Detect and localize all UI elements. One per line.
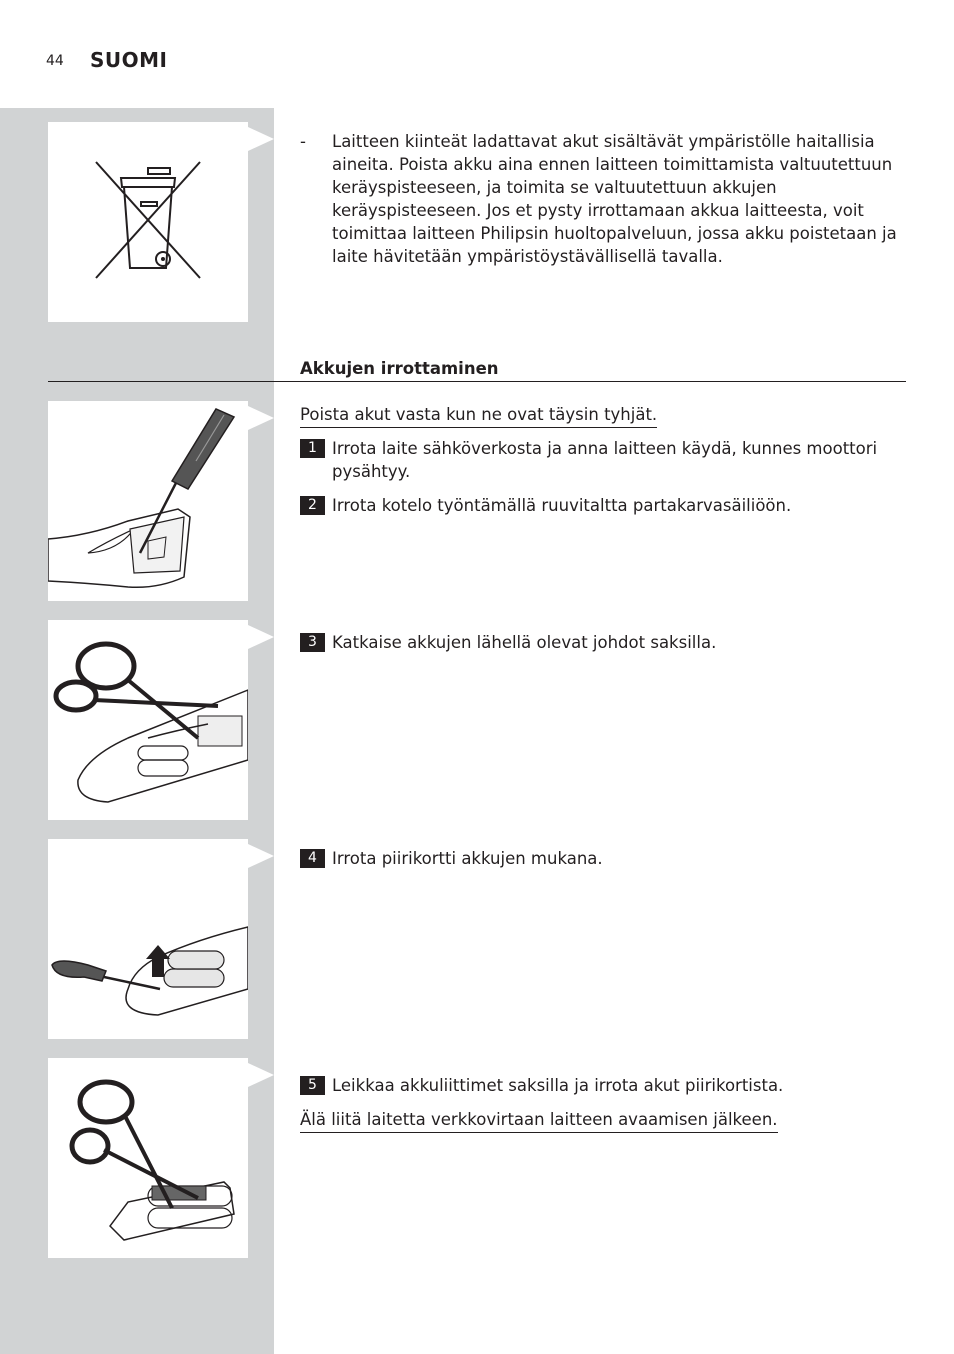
figure-open-housing <box>48 401 248 601</box>
intro-note-text: Poista akut vasta kun ne ovat täysin tyhjät. <box>300 404 657 428</box>
crossed-out-wheelie-bin-icon <box>48 122 248 322</box>
figure-recycle-bin <box>48 122 248 322</box>
screwdriver-icon <box>48 839 248 1039</box>
step-text: Irrota piirikortti akkujen mukana. <box>332 849 603 868</box>
step-number-badge: 5 <box>300 1076 325 1095</box>
battery-notice-text: Laitteen kiinteät ladattavat akut sisältävät ympäristölle haitallisia aineita. Poista akku aina ennen laitteen toimittamista valtuutettuun keräyspisteeseen, ja toimita se valtuutettuun akkujen keräyspisteeseen. Jos et pysty irrottamaan akkua laitteesta, voit toimittaa laitteen Philipsin huoltopalveluun, jossa akku poistetaan ja laite hävitetään ympäristöystävällisellä tavalla. <box>332 132 897 266</box>
step-number-badge: 4 <box>300 849 325 868</box>
step-number-badge: 1 <box>300 439 325 458</box>
section-heading: Akkujen irrottaminen <box>300 359 499 378</box>
step-text: Irrota kotelo työntämällä ruuvitaltta partakarvasäiliöön. <box>332 496 792 515</box>
warning-note-text: Älä liitä laitetta verkkovirtaan laitteen avaamisen jälkeen. <box>300 1109 778 1133</box>
screwdriver-icon <box>48 401 248 601</box>
figure-pointer <box>248 127 274 151</box>
figure-pointer <box>248 406 274 430</box>
step-text: Katkaise akkujen lähellä olevat johdot saksilla. <box>332 633 717 652</box>
warning-note <box>300 1108 778 1133</box>
step-number-badge: 3 <box>300 633 325 652</box>
page-number: 44 <box>46 53 64 69</box>
figure-pointer <box>248 844 274 868</box>
scissors-icon <box>48 1058 248 1258</box>
figure-pointer <box>248 625 274 649</box>
step-text: Leikkaa akkuliittimet saksilla ja irrota akut piirikortista. <box>332 1076 784 1095</box>
figure-cut-connectors <box>48 1058 248 1258</box>
step-number-badge: 2 <box>300 496 325 515</box>
figure-remove-board <box>48 839 248 1039</box>
figure-pointer <box>248 1063 274 1087</box>
figure-cut-wires <box>48 620 248 820</box>
scissors-icon <box>48 620 248 820</box>
language-title: SUOMI <box>90 48 168 72</box>
bullet-dash: - <box>300 132 306 151</box>
section-divider <box>48 381 906 382</box>
intro-note <box>300 403 657 428</box>
step-text: Irrota laite sähköverkosta ja anna laitteen käydä, kunnes moottori pysähtyy. <box>332 439 878 481</box>
